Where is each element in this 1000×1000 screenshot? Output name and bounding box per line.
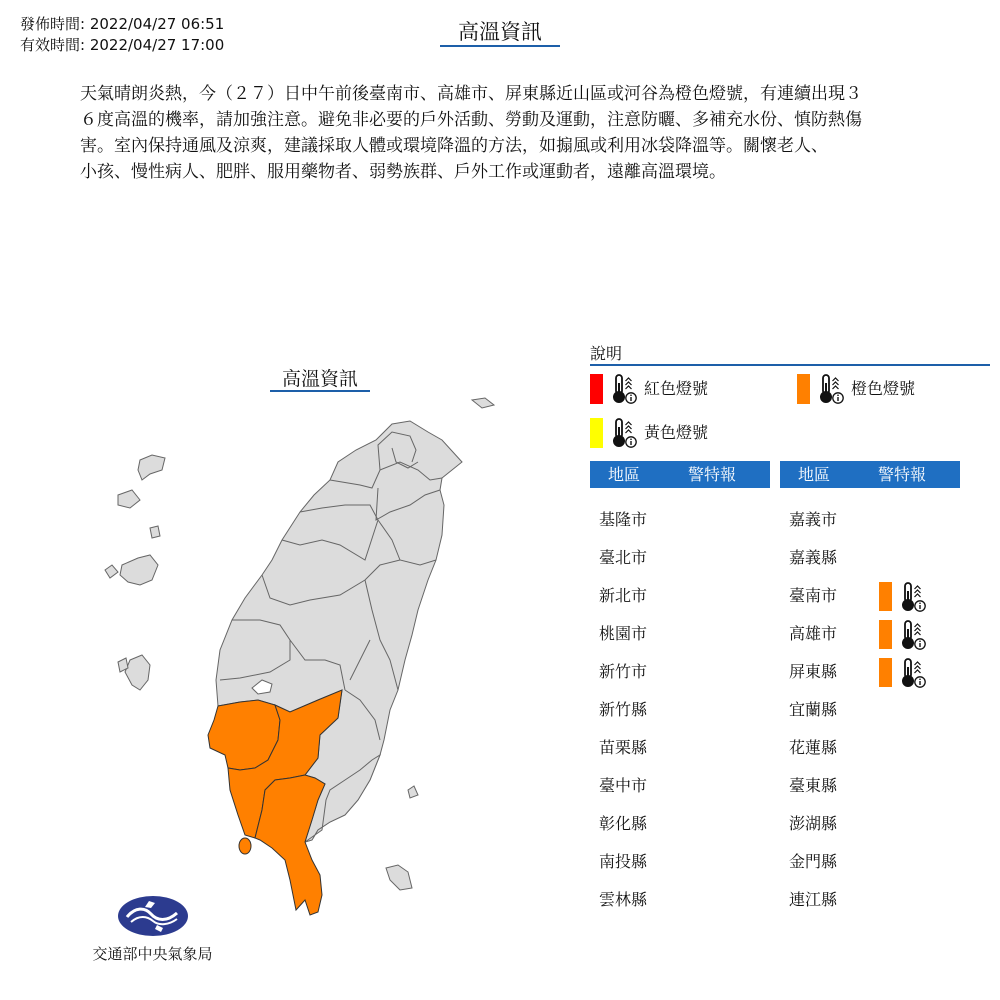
table-row: 基隆市 <box>599 510 648 529</box>
table-header-right <box>780 461 960 488</box>
thermometer-icon <box>815 373 845 405</box>
description-line: ６度高溫的機率，請加強注意。避免非必要的戶外活動、勞動及運動，注意防曬、多補充水份、慎防熱傷 <box>80 110 862 130</box>
thermometer-icon <box>897 581 927 613</box>
cwb-logo <box>117 895 189 937</box>
legend-title: 說明 <box>590 344 623 363</box>
header-warning: 警特報 <box>878 465 927 484</box>
thermometer-icon <box>608 417 638 449</box>
timestamp-block <box>20 14 224 56</box>
table-row: 臺東縣 <box>789 776 838 795</box>
table-row: 嘉義縣 <box>789 548 838 567</box>
map-island-liuqiu <box>239 838 251 854</box>
map-title-underline <box>270 390 370 392</box>
red-swatch <box>590 374 603 404</box>
map-island-green <box>408 786 418 798</box>
legend-item-red <box>590 373 708 405</box>
legend-label: 紅色燈號 <box>644 379 709 398</box>
table-row: 新北市 <box>599 586 648 605</box>
table-row: 臺中市 <box>599 776 648 795</box>
table-row: 新竹縣 <box>599 700 648 719</box>
table-row: 苗栗縣 <box>599 738 648 757</box>
table-row: 宜蘭縣 <box>789 700 838 719</box>
thermometer-icon <box>608 373 638 405</box>
description-line: 天氣晴朗炎熱，今（２７）日中午前後臺南市、高雄市、屏東縣近山區或河谷為橙色燈號，有連續出現３ <box>80 84 862 104</box>
map-region-pingtung <box>255 775 325 915</box>
page-title: 高溫資訊 <box>458 20 542 44</box>
description-line: 小孩、慢性病人、肥胖、服用藥物者、弱勢族群、戶外工作或運動者，遠離高溫環境。 <box>80 162 726 182</box>
map-island-orchid <box>386 865 412 890</box>
legend-item-yellow <box>590 417 708 449</box>
table-row: 南投縣 <box>599 852 648 871</box>
header-warning: 警特報 <box>688 465 737 484</box>
table-row: 屏東縣 <box>789 662 838 681</box>
orange-swatch <box>797 374 810 404</box>
taiwan-map <box>90 360 510 980</box>
table-row: 臺北市 <box>599 548 648 567</box>
table-row: 彰化縣 <box>599 814 648 833</box>
table-row: 嘉義市 <box>789 510 838 529</box>
table-row: 臺南市 <box>789 586 838 605</box>
table-row: 澎湖縣 <box>789 814 838 833</box>
yellow-swatch <box>590 418 603 448</box>
legend-label: 黃色燈號 <box>644 423 709 442</box>
title-underline <box>440 45 560 47</box>
table-row: 花蓮縣 <box>789 738 838 757</box>
map-island-guishan <box>472 398 494 408</box>
header-region: 地區 <box>798 465 831 484</box>
legend-item-orange <box>797 373 915 405</box>
orange-warning-swatch <box>879 658 892 687</box>
legend-label: 橙色燈號 <box>851 379 916 398</box>
agency-name: 交通部中央氣象局 <box>92 945 213 963</box>
description-line: 害。室內保持通風及涼爽，建議採取人體或環境降溫的方法，如搧風或利用冰袋降溫等。關懷老人、 <box>80 136 828 156</box>
orange-warning-swatch <box>879 620 892 649</box>
table-row: 新竹市 <box>599 662 648 681</box>
legend-underline <box>590 364 990 366</box>
thermometer-icon <box>897 619 927 651</box>
table-row: 桃園市 <box>599 624 648 643</box>
table-row: 連江縣 <box>789 890 838 909</box>
table-row: 雲林縣 <box>599 890 648 909</box>
table-row: 高雄市 <box>789 624 838 643</box>
map-islands-penghu <box>105 455 165 690</box>
table-header-left <box>590 461 770 488</box>
valid-time: 有效時間: 2022/04/27 17:00 <box>20 36 225 54</box>
table-row: 金門縣 <box>789 852 838 871</box>
header-region: 地區 <box>608 465 641 484</box>
orange-warning-swatch <box>879 582 892 611</box>
map-title: 高溫資訊 <box>281 368 358 390</box>
thermometer-icon <box>897 657 927 689</box>
warning-description <box>80 81 930 185</box>
issued-time: 發佈時間: 2022/04/27 06:51 <box>20 15 225 33</box>
